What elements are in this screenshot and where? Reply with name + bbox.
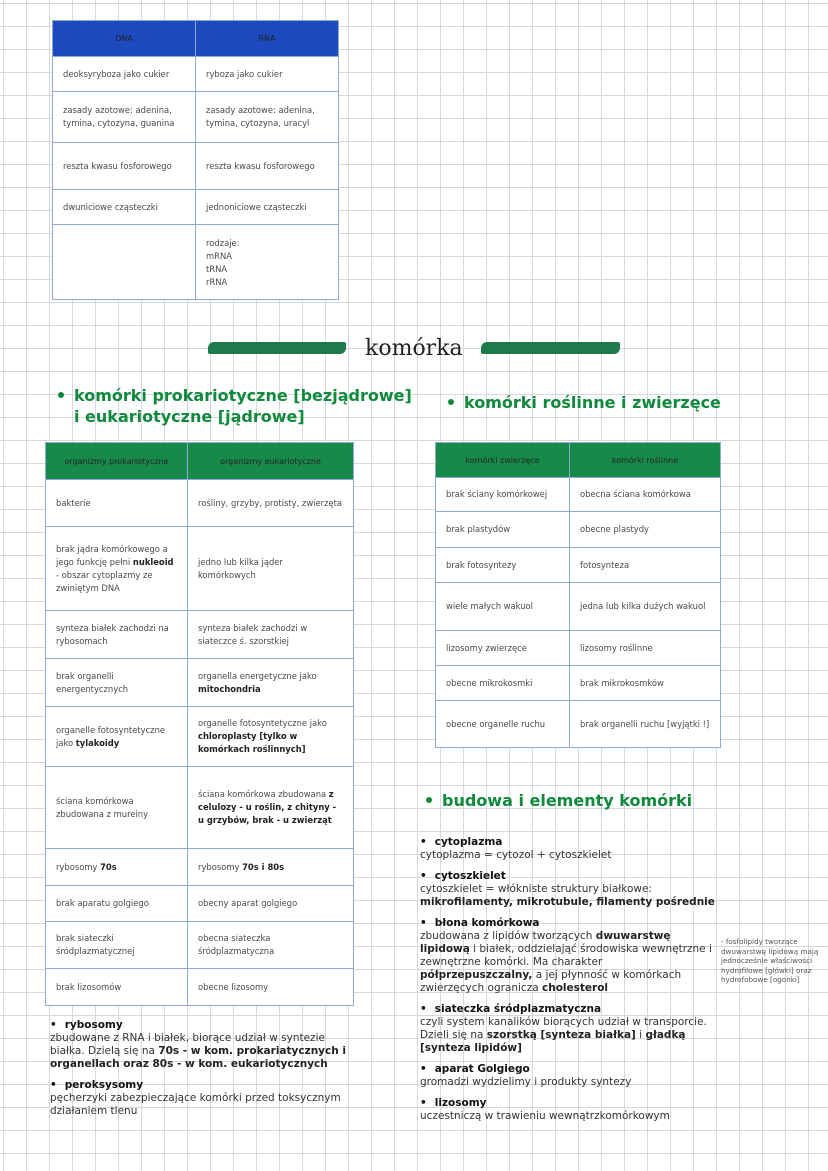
list-item [420, 836, 716, 862]
side-note: - fosfolipidy tworzące dwuwarstwę lipidową mają jednocześnie właściwości hydrofilowe [główki] oraz hydrofobowe [ogonki] [721, 937, 819, 984]
pro-eu-right-cell: organella energetyczne jako mitochondria [188, 659, 354, 707]
eukaryotic-header: organizmy eukariotyczne [188, 443, 354, 480]
prokaryotic-header: organizmy prokariotyczne [46, 443, 188, 480]
animal-plant-left-cell: brak fotosyntezy [436, 548, 570, 583]
pro-eu-right-cell: organelle fotosyntetyczne jako chloroplasty [tylko w komórkach roślinnych] [188, 707, 354, 767]
list-item-title: • cytoplazma [420, 836, 716, 849]
cell-elements-list [420, 836, 716, 1131]
list-item-description: gromadzi wydzielimy i produkty syntezy [420, 1076, 632, 1088]
animal-plant-left-cell: brak plastydów [436, 512, 570, 548]
pro-eu-left-cell: brak jądra komórkowego a jego funkcję pełni nukleoid - obszar cytoplazmy ze zwiniętym DNA [46, 527, 188, 611]
animal-plant-table [435, 442, 721, 748]
pro-eu-row [46, 969, 354, 1006]
bullet-icon [426, 797, 432, 803]
list-item-description: zbudowane z RNA i białek, biorące udział w syntezie białka. Dzielą się na 70s - w kom. prokariatycznych i organellach oraz 80s - w kom. eukariotycznych [50, 1032, 346, 1070]
animal-plant-right-cell: brak organelli ruchu [wyjątki !] [570, 701, 721, 748]
pro-eu-left-cell: synteza białek zachodzi na rybosomach [46, 611, 188, 659]
animal-plant-right-cell: brak mikrokosmków [570, 666, 721, 701]
pro-eu-right-cell: synteza białek zachodzi w siateczce ś. szorstkiej [188, 611, 354, 659]
pro-eu-row [46, 849, 354, 886]
pro-eu-row [46, 886, 354, 922]
pro-eu-left-cell: brak siateczki śródplazmatycznej [46, 922, 188, 969]
pro-eu-left-cell: brak aparatu golgiego [46, 886, 188, 922]
heading-prokaryotic: komórki prokariotyczne [bezjądrowe] i eukariotyczne [jądrowe] [58, 385, 412, 427]
list-item-description: uczestniczą w trawieniu wewnątrzkomórkowym [420, 1110, 670, 1122]
animal-plant-row [436, 548, 721, 583]
animal-plant-left-cell: wiele małych wakuol [436, 583, 570, 631]
list-item-title: • aparat Golgiego [420, 1063, 716, 1076]
dna-rna-right-cell: ryboza jako cukier [196, 57, 339, 92]
list-item [420, 870, 716, 909]
list-item-description: cytoplazma = cytozol + cytoszkielet [420, 849, 612, 861]
animal-plant-row [436, 666, 721, 701]
pro-eu-left-cell: organelle fotosyntetyczne jako tylakoidy [46, 707, 188, 767]
dna-rna-left-cell: zasady azotowe: adenina, tymina, cytozyna, guanina [53, 92, 196, 143]
heading-cell-structure: budowa i elementy komórki [426, 790, 692, 811]
page-title: komórka [365, 336, 463, 361]
pro-eu-left-cell: brak organelli energentycznych [46, 659, 188, 707]
dna-rna-row [53, 143, 339, 190]
list-item-title: • lizosomy [420, 1097, 716, 1110]
list-item [420, 1003, 716, 1055]
dna-rna-row [53, 190, 339, 225]
pro-eu-row [46, 707, 354, 767]
pro-eu-row [46, 659, 354, 707]
list-item-description: czyli system kanalików biorących udział w transporcie. Dzieli się na szorstką [synteza białka] i gładką [synteza lipidów] [420, 1016, 707, 1054]
dna-rna-right-cell: zasady azotowe: adenina, tymina, cytozyna, uracyl [196, 92, 339, 143]
plant-header: komórki roślinne [570, 443, 721, 478]
dna-header: DNA [53, 21, 196, 57]
animal-plant-left-cell: brak ściany komórkowej [436, 478, 570, 512]
heading-plant-animal: komórki roślinne i zwierzęce [448, 392, 721, 413]
list-item-title: • błona komórkowa [420, 917, 716, 930]
animal-plant-left-cell: obecne organelle ruchu [436, 701, 570, 748]
animal-plant-right-cell: obecna ściana komórkowa [570, 478, 721, 512]
pro-eu-right-cell: rośliny, grzyby, protisty, zwierzęta [188, 480, 354, 527]
pro-eu-row [46, 611, 354, 659]
dna-rna-right-cell: rodzaje: mRNA tRNA rRNA [196, 225, 339, 300]
dna-rna-row [53, 92, 339, 143]
pro-eu-left-cell: ściana komórkowa zbudowana z mureiny [46, 767, 188, 849]
list-item [420, 917, 716, 995]
pro-eu-row [46, 922, 354, 969]
list-item-title: • cytoszkielet [420, 870, 716, 883]
list-item [420, 1097, 716, 1123]
pro-eu-row [46, 767, 354, 849]
animal-plant-row [436, 701, 721, 748]
brush-stroke-right [481, 342, 620, 354]
pro-eu-right-cell: ściana komórkowa zbudowana z celulozy - u roślin, z chityny - u grzybów, brak - u zwierząt [188, 767, 354, 849]
pro-eu-right-cell: jedno lub kilka jąder komórkowych [188, 527, 354, 611]
dna-rna-right-cell: jednoniciowe cząsteczki [196, 190, 339, 225]
pro-eu-right-cell: obecne lizosomy [188, 969, 354, 1006]
animal-plant-row [436, 512, 721, 548]
animal-header: komórki zwierzęce [436, 443, 570, 478]
rna-header: RNA [196, 21, 339, 57]
animal-plant-right-cell: jedna lub kilka dużych wakuol [570, 583, 721, 631]
pro-eu-right-cell: obecna siateczka śródplazmatyczna [188, 922, 354, 969]
list-item-description: cytoszkielet = włókniste struktury białkowe: mikrofilamenty, mikrotubule, filamenty pośrednie [420, 883, 715, 908]
animal-plant-right-cell: lizosomy roślinne [570, 631, 721, 666]
pro-eu-left-cell: rybosomy 70s [46, 849, 188, 886]
dna-rna-left-cell: deoksyryboza jako cukier [53, 57, 196, 92]
dna-rna-left-cell [53, 225, 196, 300]
list-item [420, 1063, 716, 1089]
dna-rna-left-cell: dwuniciowe cząsteczki [53, 190, 196, 225]
animal-plant-left-cell: obecne mikrokosmki [436, 666, 570, 701]
list-item-description: pęcherzyki zabezpieczające komórki przed toksycznym działaniem tlenu [50, 1092, 341, 1117]
dna-rna-left-cell: reszta kwasu fosforowego [53, 143, 196, 190]
list-item [50, 1079, 350, 1118]
animal-plant-right-cell: fotosynteza [570, 548, 721, 583]
bullet-icon [448, 399, 454, 405]
animal-plant-row [436, 583, 721, 631]
brush-stroke-left [208, 342, 346, 354]
animal-plant-row [436, 478, 721, 512]
prokaryotic-eukaryotic-table [45, 442, 354, 1006]
list-item-title: • peroksysomy [50, 1079, 350, 1092]
pro-eu-row [46, 480, 354, 527]
pro-eu-left-cell: brak lizosomów [46, 969, 188, 1006]
list-item-title: • rybosomy [50, 1019, 350, 1032]
animal-plant-right-cell: obecne plastydy [570, 512, 721, 548]
dna-rna-row [53, 57, 339, 92]
dna-rna-right-cell: reszta kwasu fosforowego [196, 143, 339, 190]
dna-rna-table [52, 20, 339, 300]
list-item-description: zbudowana z lipidów tworzących dwuwarstwę lipidową i białek, oddzielająć środowiska wewnętrzne i zewnętrzne komórki. Ma charakter półprzepuszczalny, a jej płynność w komórkach zwierzęcych ogranicza cholesterol [420, 930, 712, 994]
dna-rna-row [53, 225, 339, 300]
pro-eu-right-cell: rybosomy 70s i 80s [188, 849, 354, 886]
pro-eu-left-cell: bakterie [46, 480, 188, 527]
list-item-title: • siateczka śródplazmatyczna [420, 1003, 716, 1016]
animal-plant-row [436, 631, 721, 666]
pro-eu-right-cell: obecny aparat golgiego [188, 886, 354, 922]
animal-plant-left-cell: lizosomy zwierzęce [436, 631, 570, 666]
list-item [50, 1019, 350, 1071]
bullet-icon [58, 392, 64, 398]
organelles-list [50, 1019, 350, 1126]
pro-eu-row [46, 527, 354, 611]
